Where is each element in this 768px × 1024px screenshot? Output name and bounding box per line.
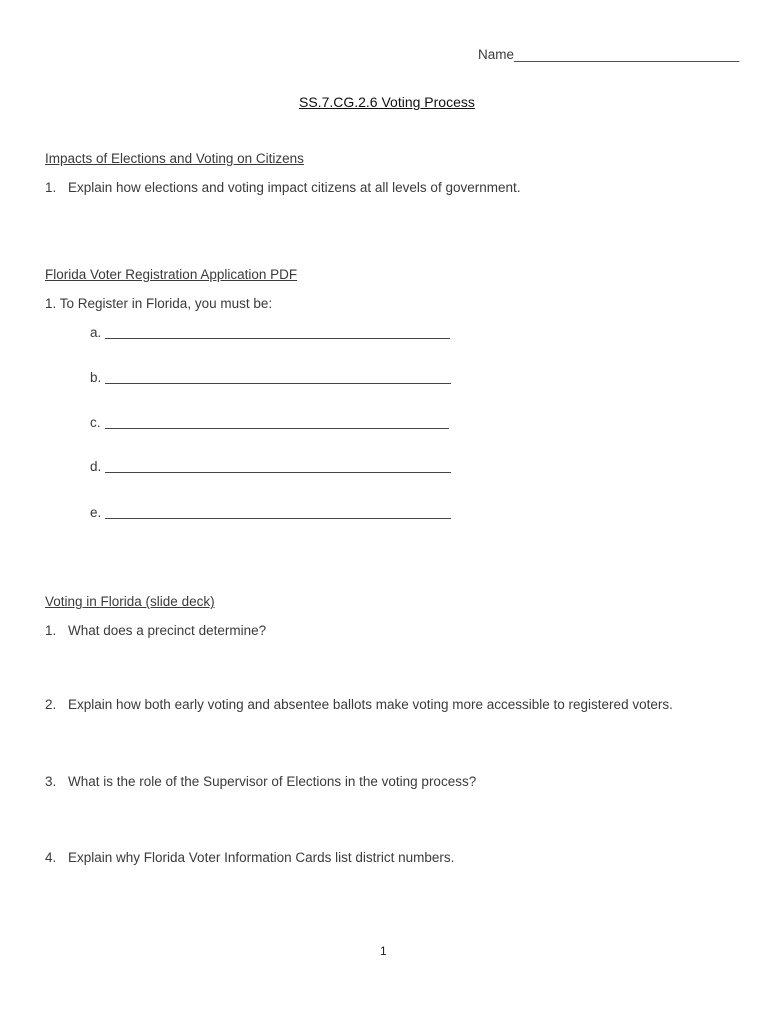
requirement-blank-a[interactable] xyxy=(105,338,450,339)
requirement-blank-b[interactable] xyxy=(105,383,451,384)
question-text: Explain why Florida Voter Information Cards list district numbers. xyxy=(68,850,455,865)
section-heading-voting-florida: Voting in Florida (slide deck) xyxy=(45,594,215,609)
requirement-letter-e: e. xyxy=(90,505,102,520)
registration-intro: 1. To Register in Florida, you must be: xyxy=(45,296,273,311)
question-text: What is the role of the Supervisor of Elections in the voting process? xyxy=(68,774,477,789)
requirement-letter-b: b. xyxy=(90,370,102,385)
requirement-blank-e[interactable] xyxy=(105,518,451,519)
question-number: 1. xyxy=(45,180,57,195)
name-field-label: Name______________________________ xyxy=(478,47,740,62)
section-heading-impacts: Impacts of Elections and Voting on Citizens xyxy=(45,151,304,166)
question-number: 3. xyxy=(45,774,57,789)
section-heading-registration: Florida Voter Registration Application PDF xyxy=(45,267,298,282)
question-number: 4. xyxy=(45,850,57,865)
question-number: 2. xyxy=(45,697,57,712)
question-text: Explain how elections and voting impact citizens at all levels of government. xyxy=(68,180,521,195)
requirement-letter-c: c. xyxy=(90,415,101,430)
question-text: What does a precinct determine? xyxy=(68,623,267,638)
requirement-blank-d[interactable] xyxy=(105,472,451,473)
page-title: SS.7.CG.2.6 Voting Process xyxy=(299,94,475,110)
question-number: 1. xyxy=(45,623,57,638)
requirement-blank-c[interactable] xyxy=(105,428,449,429)
question-text: Explain how both early voting and absentee ballots make voting more accessible to registered voters. xyxy=(68,697,673,712)
requirement-letter-a: a. xyxy=(90,325,102,340)
page-number: 1 xyxy=(380,944,387,958)
requirement-letter-d: d. xyxy=(90,459,102,474)
